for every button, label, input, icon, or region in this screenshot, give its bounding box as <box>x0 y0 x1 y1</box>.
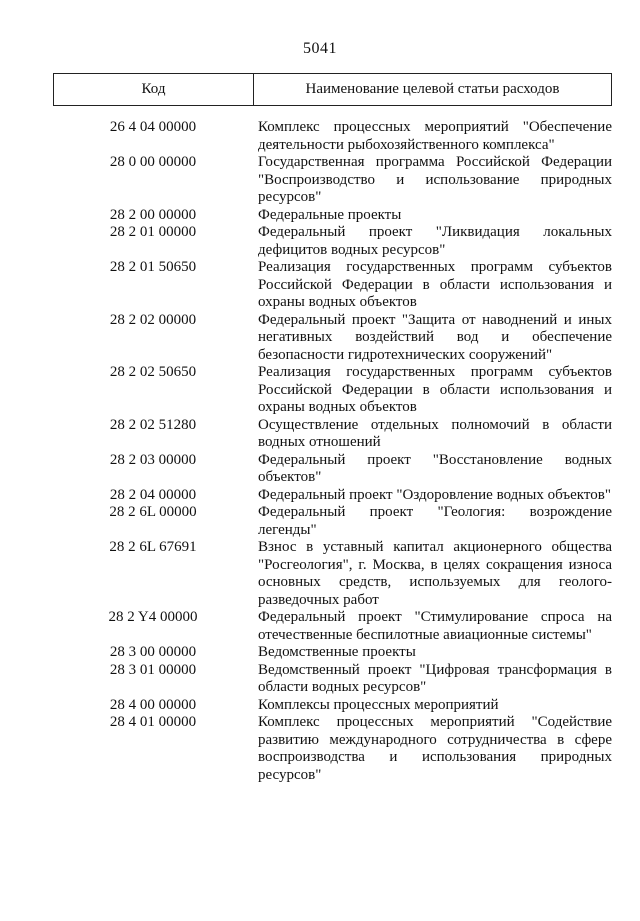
table-row <box>53 312 612 365</box>
row-name: Федеральный проект "Ликвидация локальных дефицитов водных ресурсов" <box>258 224 612 258</box>
row-code: 28 4 00 00000 <box>109 696 197 713</box>
table-row <box>53 364 612 417</box>
table-row <box>53 154 612 207</box>
row-code: 28 2 03 00000 <box>109 451 197 468</box>
table-row <box>53 417 612 452</box>
row-code: 28 0 00 00000 <box>109 154 197 170</box>
row-name: Федеральный проект "Стимулирование спроса на отечественные беспилотные авиационные системы" <box>258 609 612 643</box>
table-row <box>53 224 612 259</box>
table-row <box>53 609 612 644</box>
row-name: Федеральный проект "Защита от наводнений и иных негативных воздействий вод и обеспечение безопасности гидротехнических сооружений" <box>258 311 612 363</box>
row-code: 26 4 04 00000 <box>109 119 197 135</box>
row-code: 28 2 02 51280 <box>109 416 197 433</box>
row-code: 28 4 01 00000 <box>109 714 197 730</box>
row-name: Реализация государственных программ субъектов Российской Федерации в области использования и охраны водных объектов <box>258 259 612 310</box>
row-code: 28 3 01 00000 <box>109 661 197 678</box>
column-header-name: Наименование целевой статьи расходов <box>305 81 560 97</box>
table-row <box>53 452 612 487</box>
row-code: 28 2 01 50650 <box>109 259 197 275</box>
row-name: Ведомственный проект "Цифровая трансформация в области водных ресурсов" <box>258 661 612 695</box>
row-name: Комплекс процессных мероприятий "Содействие развитию международного сотрудничества в сфере воспроизводства и использования природных ресурсов" <box>258 714 612 783</box>
row-code: 28 2 04 00000 <box>109 486 197 503</box>
row-name: Государственная программа Российской Федерации "Воспроизводство и использование природных ресурсов" <box>258 154 612 205</box>
row-name: Взнос в уставный капитал акционерного общества "Росгеология", г. Москва, в целях сокращения износа основных средств, используемых для геолого-разведочных работ <box>258 539 612 608</box>
table-row <box>53 539 612 609</box>
table-row <box>53 644 612 662</box>
row-name: Осуществление отдельных полномочий в области водных отношений <box>258 416 612 450</box>
row-code: 28 2 02 50650 <box>109 364 197 380</box>
row-name: Федеральные проекты <box>258 206 402 223</box>
table-row <box>53 259 612 312</box>
row-code: 28 2 01 00000 <box>109 224 197 240</box>
table-row <box>53 714 612 784</box>
row-name: Комплекс процессных мероприятий "Обеспечение деятельности рыбохозяйственного комплекса" <box>258 119 612 153</box>
table-row <box>53 697 612 715</box>
table-row <box>53 662 612 697</box>
row-name: Реализация государственных программ субъектов Российской Федерации в области использования и охраны водных объектов <box>258 364 612 415</box>
row-name: Комплексы процессных мероприятий <box>258 696 499 713</box>
row-name: Федеральный проект "Геология: возрождение легенды" <box>258 504 612 538</box>
row-code: 28 3 00 00000 <box>109 644 197 660</box>
table-body <box>53 119 612 784</box>
table-row <box>53 504 612 539</box>
row-name: Ведомственные проекты <box>258 644 416 660</box>
table-row <box>53 207 612 225</box>
page-number: 5041 <box>303 40 337 57</box>
row-code: 28 2 00 00000 <box>109 206 197 223</box>
row-code: 28 2 Y4 00000 <box>108 609 198 625</box>
table-header <box>53 73 612 106</box>
row-code: 28 2 6L 00000 <box>109 504 197 520</box>
table-row <box>53 487 612 505</box>
table-row <box>53 119 612 154</box>
row-code: 28 2 6L 67691 <box>109 539 197 555</box>
row-name: Федеральный проект "Оздоровление водных объектов" <box>258 486 611 503</box>
row-code: 28 2 02 00000 <box>109 311 197 328</box>
column-header-code: Код <box>54 74 254 105</box>
row-name: Федеральный проект "Восстановление водных объектов" <box>258 451 612 485</box>
